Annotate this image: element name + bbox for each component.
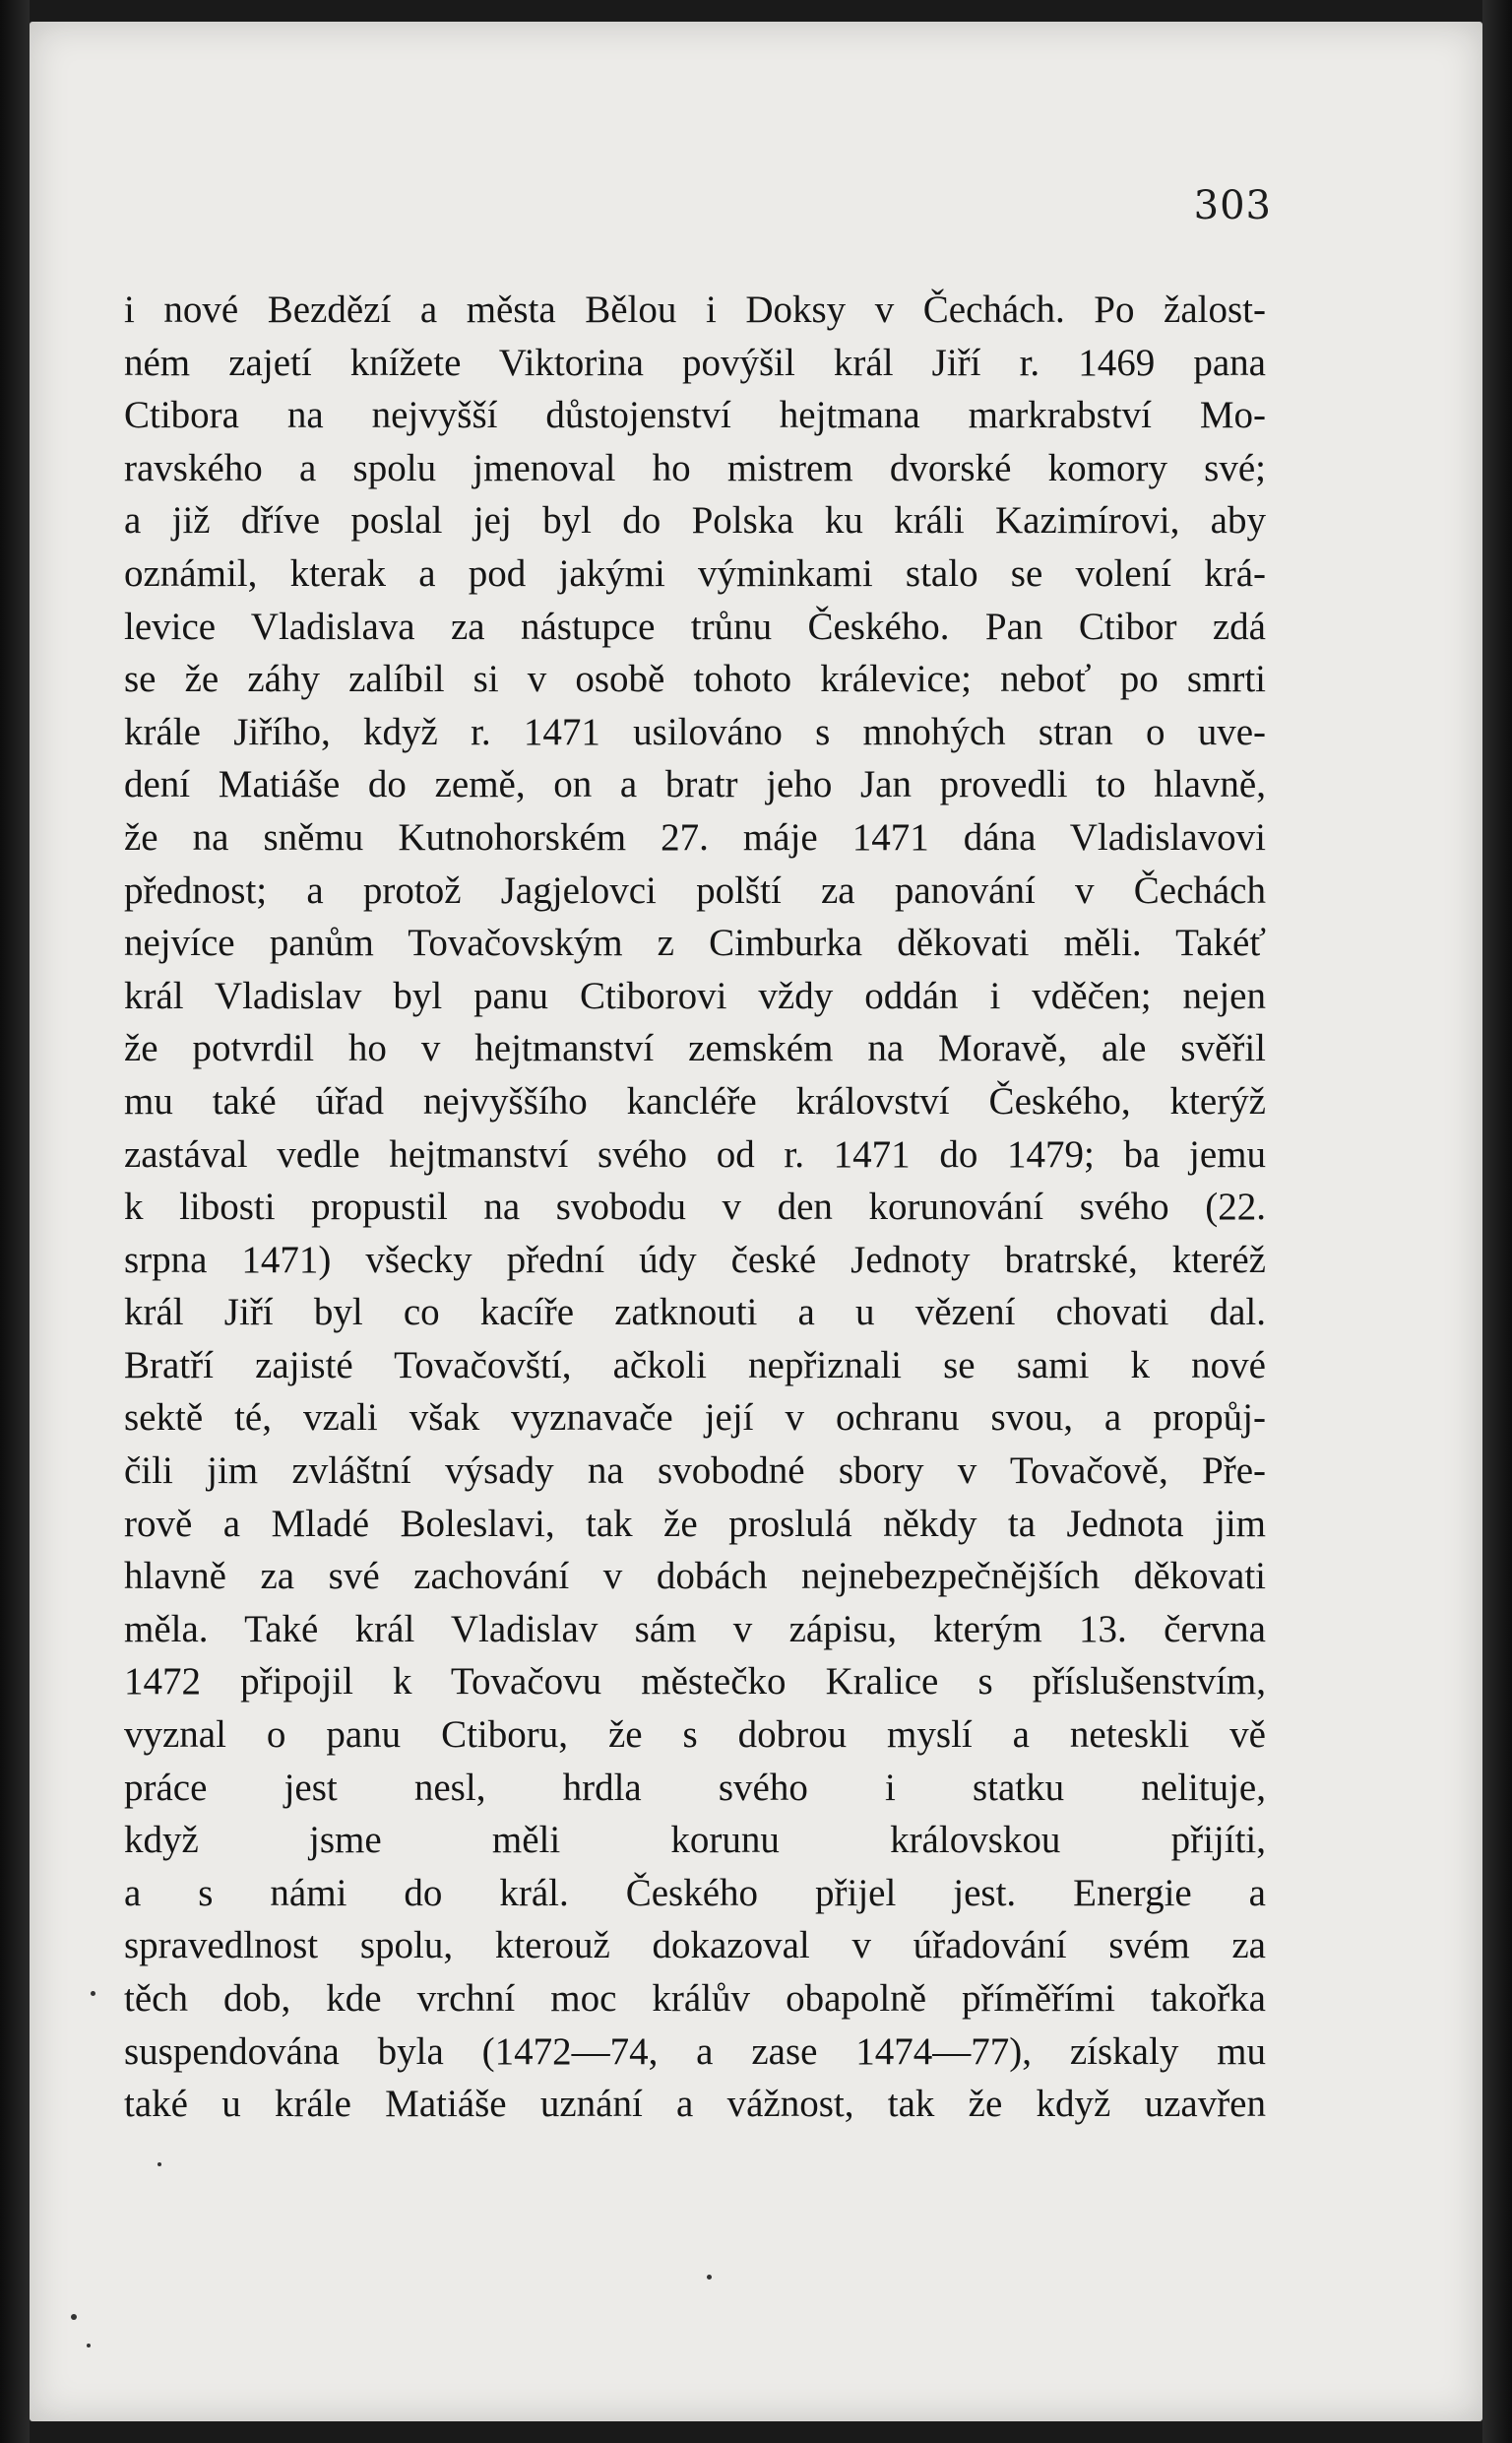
text-line: král Vladislav byl panu Ctiborovi vždy oddán i vděčen; nejen	[124, 974, 1266, 1017]
page-number: 303	[1193, 183, 1272, 228]
scan-speck	[158, 2162, 161, 2166]
text-line: přednost; a protož Jagjelovci polští za panování v Čechách	[124, 868, 1266, 912]
text-line: sektě té, vzali však vyznavače její v ochranu svou, a propůj-	[124, 1396, 1266, 1440]
text-line: se že záhy zalíbil si v osobě tohoto králevice; neboť po smrti	[124, 658, 1266, 701]
text-line: ném zajetí knížete Viktorina povýšil král Jiří r. 1469 pana	[124, 341, 1266, 384]
text-line: král Jiří byl co kacíře zatknouti a u vězení chovati dal.	[124, 1291, 1266, 1334]
text-line: oznámil, kterak a pod jakými výminkami stalo se volení krá-	[124, 551, 1266, 595]
scan-right-edge	[1482, 0, 1512, 2443]
text-line: dení Matiáše do země, on a bratr jeho Jan provedli to hlavně,	[124, 763, 1266, 806]
text-line: Bratří zajisté Tovačovští, ačkoli nepřiznali se sami k nové	[124, 1343, 1266, 1386]
text-line: nejvíce panům Tovačovským z Cimburka děkovati měli. Takéť	[124, 922, 1266, 965]
text-line: těch dob, kde vrchní moc králův obapolně příměřími takořka	[124, 1977, 1266, 2020]
text-line: ravského a spolu jmenoval ho mistrem dvorské komory své;	[124, 446, 1266, 489]
text-line: když jsme měli korunu královskou přijíti,	[124, 1819, 1266, 1862]
text-line: také u krále Matiáše uznání a vážnost, tak že když uzavřen	[124, 2083, 1266, 2126]
text-line: práce jest nesl, hrdla svého i statku nelituje,	[124, 1766, 1266, 1809]
text-line: čili jim zvláštní výsady na svobodné sbory v Tovačově, Pře-	[124, 1449, 1266, 1493]
text-line: vyznal o panu Ctiboru, že s dobrou myslí a neteskli vě	[124, 1713, 1266, 1757]
scan-left-edge	[0, 0, 30, 2443]
page-body-text	[124, 284, 1266, 2131]
scan-speck	[71, 2314, 77, 2320]
text-line: k libosti propustil na svobodu v den korunování svého (22.	[124, 1186, 1266, 1229]
text-line: levice Vladislava za nástupce trůnu Českého. Pan Ctibor zdá	[124, 605, 1266, 648]
scan-speck	[707, 2275, 712, 2280]
text-line: že potvrdil ho v hejtmanství zemském na Moravě, ale svěřil	[124, 1027, 1266, 1070]
text-line: a již dříve poslal jej byl do Polska ku králi Kazimírovi, aby	[124, 499, 1266, 543]
text-line: 1472 připojil k Tovačovu městečko Kralice s příslušenstvím,	[124, 1660, 1266, 1704]
text-line: zastával vedle hejtmanství svého od r. 1471 do 1479; ba jemu	[124, 1132, 1266, 1176]
text-line: mu také úřad nejvyššího kancléře království Českého, kterýž	[124, 1079, 1266, 1123]
text-line: rově a Mladé Boleslavi, tak že proslulá někdy ta Jednota jim	[124, 1502, 1266, 1545]
text-line: Ctibora na nejvyšší důstojenství hejtmana markrabství Mo-	[124, 394, 1266, 437]
text-line: krále Jiřího, když r. 1471 usilováno s mnohých stran o uve-	[124, 710, 1266, 753]
text-line: i nové Bezdězí a města Bělou i Doksy v Čechách. Po žalost-	[124, 289, 1266, 331]
scan-speck	[87, 2344, 91, 2347]
text-line: měla. Také král Vladislav sám v zápisu, kterým 13. června	[124, 1607, 1266, 1650]
text-line: že na sněmu Kutnohorském 27. máje 1471 dána Vladislavovi	[124, 815, 1266, 859]
text-line: suspendována byla (1472—74, a zase 1474—77), získaly mu	[124, 2029, 1266, 2073]
text-line: hlavně za své zachování v dobách nejnebezpečnějších děkovati	[124, 1555, 1266, 1598]
text-line: spravedlnost spolu, kterouž dokazoval v úřadování svém za	[124, 1924, 1266, 1967]
text-line: a s námi do král. Českého přijel jest. Energie a	[124, 1871, 1266, 1914]
text-line: srpna 1471) všecky přední údy české Jednoty bratrské, kteréž	[124, 1238, 1266, 1281]
scan-speck	[91, 1991, 95, 1996]
